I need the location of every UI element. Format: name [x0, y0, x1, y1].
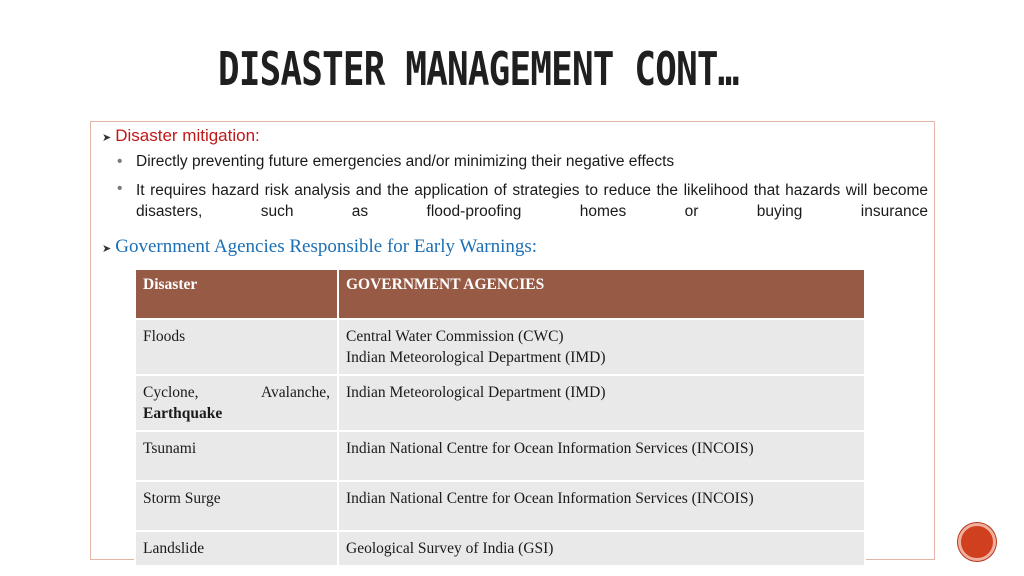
disaster-cell: Tsunami: [135, 431, 338, 481]
agency-cell: Indian National Centre for Ocean Information Services (INCOIS): [338, 481, 865, 531]
mitigation-heading-row: [102, 126, 260, 146]
agencies-table: [134, 268, 866, 567]
agency-cell: [338, 319, 865, 375]
agencies-heading: Government Agencies Responsible for Early Warnings:: [115, 236, 538, 257]
disaster-cell: Landslide: [135, 531, 338, 566]
column-header-agencies: GOVERNMENT AGENCIES: [338, 269, 865, 319]
agency-line: Indian Meteorological Department (IMD): [346, 349, 606, 366]
bullet-dot-icon: •: [117, 180, 123, 197]
table-row: [135, 375, 865, 431]
mitigation-heading: Disaster mitigation:: [115, 126, 260, 145]
table-row: [135, 319, 865, 375]
bullet-dot-icon: •: [117, 153, 123, 170]
table-row: [135, 531, 865, 566]
disaster-line-bold: Earthquake: [143, 405, 223, 422]
content-box: [90, 121, 935, 560]
disaster-cell: [135, 375, 338, 431]
mitigation-point-text: It requires hazard risk analysis and the application of strategies to reduce the likelihood that hazards will become disasters, such as flood-proofing homes or buying insurance: [136, 182, 928, 220]
slide-title: DISASTER MANAGEMENT CONT…: [218, 42, 739, 96]
agency-cell: Geological Survey of India (GSI): [338, 531, 865, 566]
agency-cell: Indian National Centre for Ocean Information Services (INCOIS): [338, 431, 865, 481]
column-header-disaster: Disaster: [135, 269, 338, 319]
table-header-row: [135, 269, 865, 319]
chevron-right-arrow-icon: ➤: [102, 243, 112, 255]
slide-number-circle-icon[interactable]: [958, 523, 996, 561]
chevron-right-arrow-icon: ➤: [102, 132, 112, 144]
table-row: [135, 481, 865, 531]
disaster-cell: Storm Surge: [135, 481, 338, 531]
agencies-heading-row: [102, 236, 537, 258]
agency-line: Central Water Commission (CWC): [346, 328, 564, 345]
mitigation-point-text: Directly preventing future emergencies and/or minimizing their negative effects: [136, 153, 675, 170]
table-row: [135, 431, 865, 481]
disaster-line: Cyclone, Avalanche,: [143, 384, 330, 401]
agency-cell: Indian Meteorological Department (IMD): [338, 375, 865, 431]
disaster-cell: Floods: [135, 319, 338, 375]
